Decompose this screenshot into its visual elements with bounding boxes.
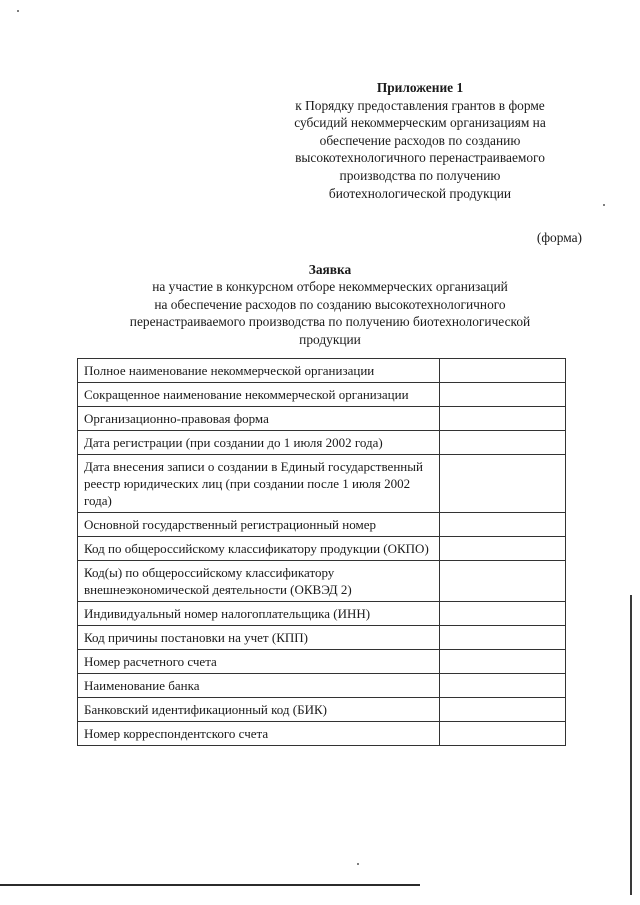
table-row — [78, 431, 566, 455]
field-value-cell[interactable] — [439, 561, 565, 602]
table-row — [78, 513, 566, 537]
field-label: Наименование банка — [78, 674, 440, 698]
field-value-cell[interactable] — [439, 537, 565, 561]
table-row — [78, 650, 566, 674]
scan-artifact-line — [0, 884, 420, 886]
field-label: Сокращенное наименование некоммерческой организации — [78, 383, 440, 407]
table-row — [78, 455, 566, 513]
field-label: Код(ы) по общероссийскому классификатору внешнеэкономической деятельности (ОКВЭД 2) — [78, 561, 440, 602]
table-row — [78, 537, 566, 561]
table-row — [78, 626, 566, 650]
field-label: Организационно-правовая форма — [78, 407, 440, 431]
table-row — [78, 359, 566, 383]
appendix-line: высокотехнологичного перенастраиваемого — [295, 150, 545, 166]
field-value-cell[interactable] — [439, 602, 565, 626]
form-mark: (форма) — [536, 230, 582, 245]
scan-speck — [17, 10, 19, 12]
field-value-cell[interactable] — [439, 626, 565, 650]
table-row — [78, 602, 566, 626]
field-label: Основной государственный регистрационный номер — [78, 513, 440, 537]
application-line: на обеспечение расходов по созданию высокотехнологичного — [154, 296, 506, 312]
field-label: Код причины постановки на учет (КПП) — [78, 626, 440, 650]
field-label: Номер расчетного счета — [78, 650, 440, 674]
field-label: Номер корреспондентского счета — [78, 722, 440, 746]
field-value-cell[interactable] — [439, 383, 565, 407]
application-line: на участие в конкурсном отборе некоммерческих организаций — [152, 279, 508, 295]
field-label: Полное наименование некоммерческой организации — [78, 359, 440, 383]
application-heading: Заявка — [308, 262, 352, 277]
application-form-table — [77, 358, 566, 746]
table-row — [78, 561, 566, 602]
appendix-line: к Порядку предоставления грантов в форме — [295, 97, 545, 113]
application-line: перенастраиваемого производства по получению биотехнологической — [129, 314, 531, 330]
appendix-line: субсидий некоммерческим организациям на — [294, 115, 546, 131]
field-value-cell[interactable] — [439, 407, 565, 431]
field-value-cell[interactable] — [439, 455, 565, 513]
table-row — [78, 722, 566, 746]
scan-speck — [357, 863, 359, 865]
field-value-cell[interactable] — [439, 431, 565, 455]
field-label: Код по общероссийскому классификатору продукции (ОКПО) — [78, 537, 440, 561]
field-value-cell[interactable] — [439, 722, 565, 746]
application-line: продукции — [299, 331, 361, 347]
field-label: Индивидуальный номер налогоплательщика (ИНН) — [78, 602, 440, 626]
field-value-cell[interactable] — [439, 359, 565, 383]
table-row — [78, 674, 566, 698]
table-row — [78, 698, 566, 722]
appendix-line: обеспечение расходов по созданию — [319, 132, 521, 148]
table-row — [78, 407, 566, 431]
field-value-cell[interactable] — [439, 513, 565, 537]
scan-artifact-edge — [630, 595, 632, 895]
field-value-cell[interactable] — [439, 698, 565, 722]
appendix-block — [262, 79, 578, 202]
field-label: Дата регистрации (при создании до 1 июля 2002 года) — [78, 431, 440, 455]
field-label: Дата внесения записи о создании в Единый государственный реестр юридических лиц (при создании после 1 июля 2002 года) — [78, 455, 440, 513]
table-row — [78, 383, 566, 407]
appendix-heading: Приложение 1 — [376, 80, 464, 95]
scan-speck — [603, 204, 605, 206]
appendix-line: производства по получению — [339, 167, 501, 183]
field-label: Банковский идентификационный код (БИК) — [78, 698, 440, 722]
application-title-block — [90, 261, 570, 348]
field-value-cell[interactable] — [439, 674, 565, 698]
field-value-cell[interactable] — [439, 650, 565, 674]
appendix-line: биотехнологической продукции — [328, 185, 512, 201]
